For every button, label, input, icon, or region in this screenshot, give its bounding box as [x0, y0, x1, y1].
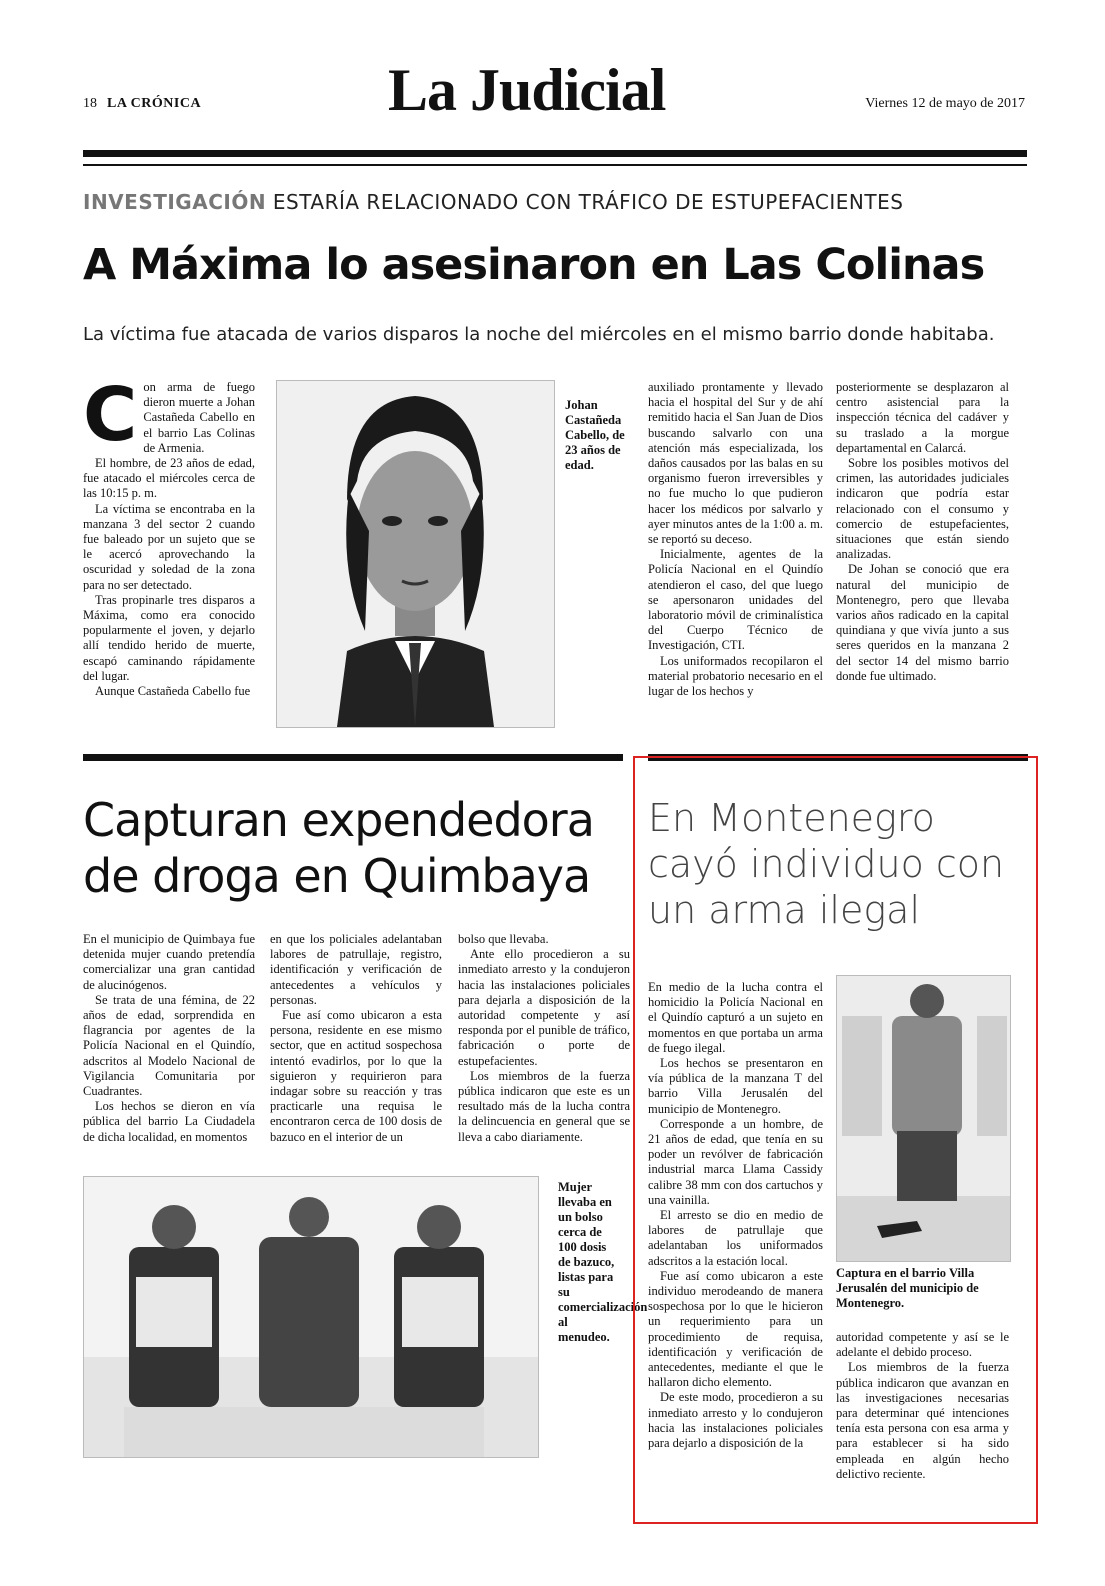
publication-name: LA CRÓNICA: [107, 96, 202, 111]
issue-date: Viernes 12 de mayo de 2017: [865, 96, 1025, 111]
story2-rule: [83, 754, 623, 761]
header-rule: [83, 150, 1027, 157]
story2-column-1: En el municipio de Quimbaya fue detenida mujer cuando pretendía comercializar una gran cantidad de alucinógenos. Se trata de una fémina, de 22 años de edad, sorprendida en flagrancia por agentes de la Policía Nacional en el Quindío, adscritos al Modelo Nacional de Vigilancia Comunitaria por Cuadrantes. Los hechos se dieron en vía pública del barrio La Ciudadela de dicha localidad, en momentos: [83, 932, 255, 1144]
headline-montenegro: En Montenegro cayó individuo con un arma ilegal: [648, 796, 1005, 932]
victim-photo: [276, 380, 555, 728]
page-number: 18: [83, 96, 97, 111]
section-title: La Judicial: [388, 57, 666, 123]
deck-maxima: La víctima fue atacada de varios disparos la noche del miércoles en el mismo barrio donde habitaba.: [83, 324, 995, 345]
arrest-photo-montenegro: [836, 975, 1011, 1262]
header-rule-thin: [83, 164, 1027, 166]
story3-column-2: autoridad competente y así se le adelante el debido proceso. Los miembros de la fuerza pública indicaron que avanzan en las investigaciones necesarias para determinar qué intenciones tenía esta persona con esa arma y para establecer si ha sido empleada en algún hecho delictivo reciente.: [836, 1330, 1009, 1481]
arrest-photo-montenegro-caption: Captura en el barrio Villa Jerusalén del municipio de Montenegro.: [836, 1266, 979, 1310]
kicker: INVESTIGACIÓN ESTARÍA RELACIONADO CON TRÁFICO DE ESTUPEFACIENTES: [83, 190, 904, 214]
arrest-photo-quimbaya: [83, 1176, 539, 1458]
story1-column-3: posteriormente se desplazaron al centro asistencial para la inspección técnica del cadáver y su traslado a la morgue departamental en Calarcá. Sobre los posibles motivos del crimen, las autoridades judiciales indicaron que podría estar relacionado con el consumo y comercio de estupefacientes, situaciones que están siendo analizadas. De Johan se conoció que era natural del municipio de Montenegro, pero que llevaba varios años radicado en la capital quindiana y que vivía junto a sus seres queridos en la manzana 2 del sector 14 del mismo barrio donde fue ultimado.: [836, 380, 1009, 683]
story2-column-2: en que los policiales adelantaban labores de patrullaje, registro, identificación y verificación de antecedentes a vehículos y personas. Fue así como ubicaron a esta persona, residente en ese mismo sector, que en actitud sospechosa intentó evadirlos, por lo que la siguieron y requirieron para indagar sobre su reacción y tras practicarle una requisa le encontraron cerca de 100 dosis de bazuco en el interior de un: [270, 932, 442, 1144]
victim-photo-caption: Johan Castañeda Cabello, de 23 años de edad.: [565, 398, 625, 472]
dropcap: C: [83, 372, 138, 458]
story1-column-1: Con arma de fuego dieron muerte a Johan Castañeda Cabello en el barrio Las Colinas de Armenia. El hombre, de 23 años de edad, fue atacado el miércoles cerca de las 10:15 p. m. La víctima se encontraba en la manzana 3 del sector 2 cuando fue baleado por un sujeto que se le acercó aprovechando la oscuridad y soledad de la zona para no ser detectado. Tras propinarle tres disparos a Máxima, como era conocido popularmente el joven, y dejarlo allí tendido herido de muerte, escapó caminando rápidamente del lugar. Aunque Castañeda Cabello fue: [83, 372, 255, 699]
headline-quimbaya: Capturan expendedora de droga en Quimbaya: [83, 793, 594, 903]
story2-column-3: bolso que llevaba. Ante ello procedieron a su inmediato arresto y la condujeron hacia las instalaciones policiales para dejarla a disposición de la autoridad competente y así responda por el punible de tráfico, fabricación o porte de estupefacientes. Los miembros de la fuerza pública indicaron que este es un resultado más de la lucha contra la delincuencia en general que se lleva a cabo diariamente.: [458, 932, 630, 1144]
headline-maxima: A Máxima lo asesinaron en Las Colinas: [83, 240, 985, 290]
arrest-photo-quimbaya-caption: Mujer llevaba en un bolso cerca de 100 dosis de bazuco, listas para su comercialización al menudeo.: [558, 1180, 648, 1344]
story3-column-1: En medio de la lucha contra el homicidio la Policía Nacional en el Quindío capturó a un sujeto en momentos en que portaba un arma de fuego ilegal. Los hechos se presentaron en vía pública de la manzana T del barrio Villa Jerusalén del municipio de Montenegro. Corresponde a un hombre, de 21 años de edad, que tenía en su poder un revólver de fabricación industrial marca Llama Cassidy calibre 38 mm con dos cartuchos y una vainilla. El arresto se dio en medio de labores de patrullaje que adelantaban los uniformados adscritos a la estación local. Fue así como ubicaron a este individuo merodeando de manera sospechosa por lo que le hicieron un requerimiento para un procedimiento de requisa, identificación y verificación de antecedentes, mediante el que le hallaron dicho elemento. De este modo, procedieron a su inmediato arresto y lo condujeron hacia las instalaciones policiales para dejarlo a disposición de la: [648, 980, 823, 1451]
story1-column-2: auxiliado prontamente y llevado hacia el hospital del Sur y de ahí remitido hacia el San Juan de Dios buscando salvarlo con una atención más especializada, los daños causados por las balas en su organismo fueron irreversibles y no fue mucho lo que pudieron hacer los médicos por salvarlo y ayer minutos antes de la 1:00 a. m. se reportó su deceso. Inicialmente, agentes de la Policía Nacional en el Quindío atendieron el caso, del que luego se apersonaron unidades del laboratorio móvil de criminalística del Cuerpo Técnico de Investigación, CTI. Los uniformados recopilaron el material probatorio necesario en el lugar de los hechos y: [648, 380, 823, 699]
